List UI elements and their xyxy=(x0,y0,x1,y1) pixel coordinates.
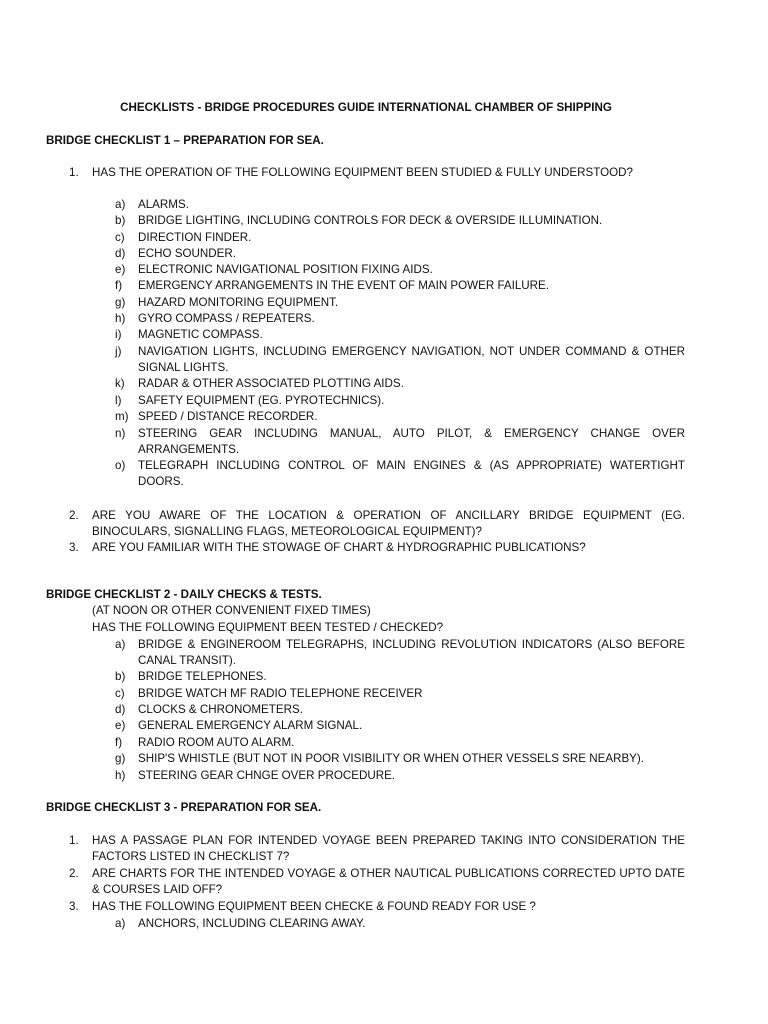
item-label: i) xyxy=(115,328,122,341)
item-text: ELECTRONIC NAVIGATIONAL POSITION FIXING AIDS. xyxy=(138,263,433,276)
item-text: HAZARD MONITORING EQUIPMENT. xyxy=(138,296,339,309)
item-label: d) xyxy=(115,247,126,260)
question-text: HAS THE FOLLOWING EQUIPMENT BEEN CHECKE & FOUND READY FOR USE ? xyxy=(92,900,536,913)
checklist-2-question: HAS THE FOLLOWING EQUIPMENT BEEN TESTED / CHECKED? xyxy=(92,621,444,634)
question-text: HAS THE OPERATION OF THE FOLLOWING EQUIPMENT BEEN STUDIED & FULLY UNDERSTOOD? xyxy=(92,166,633,179)
item-label: f) xyxy=(115,736,123,749)
item-text: RADIO ROOM AUTO ALARM. xyxy=(138,736,295,749)
checklist-1-question-2 xyxy=(69,508,685,540)
question-number: 1. xyxy=(69,166,79,179)
list-item xyxy=(115,393,685,409)
item-text: BRIDGE TELEPHONES. xyxy=(138,670,267,683)
list-item xyxy=(115,458,685,490)
question-number: 3. xyxy=(69,541,79,554)
list-item xyxy=(115,278,685,294)
item-text: MAGNETIC COMPASS. xyxy=(138,328,263,341)
list-item xyxy=(115,262,685,278)
list-item xyxy=(115,197,685,213)
item-label: e) xyxy=(115,719,126,732)
checklist-2-note: (AT NOON OR OTHER CONVENIENT FIXED TIMES) xyxy=(92,604,371,617)
item-label: b) xyxy=(115,670,126,683)
item-text: RADAR & OTHER ASSOCIATED PLOTTING AIDS. xyxy=(138,377,404,390)
checklist-1-question-1 xyxy=(69,165,685,181)
item-text: CLOCKS & CHRONOMETERS. xyxy=(138,703,303,716)
item-label: m) xyxy=(115,410,129,423)
item-label: n) xyxy=(115,427,126,440)
item-label: o) xyxy=(115,459,126,472)
list-item xyxy=(115,686,685,702)
list-item xyxy=(115,702,685,718)
item-text: DIRECTION FINDER. xyxy=(138,231,252,244)
item-text: EMERGENCY ARRANGEMENTS IN THE EVENT OF MAIN POWER FAILURE. xyxy=(138,279,549,292)
item-label: d) xyxy=(115,703,126,716)
list-item xyxy=(115,718,685,734)
item-label: g) xyxy=(115,296,126,309)
checklist-1-heading: BRIDGE CHECKLIST 1 – PREPARATION FOR SEA. xyxy=(46,134,324,147)
item-label: c) xyxy=(115,231,125,244)
item-text: ALARMS. xyxy=(138,198,189,211)
checklist-3-question-3 xyxy=(69,899,685,915)
list-item xyxy=(115,768,685,784)
list-item xyxy=(115,426,685,458)
item-text: GENERAL EMERGENCY ALARM SIGNAL. xyxy=(138,719,363,732)
item-label: k) xyxy=(115,377,125,390)
item-label: a) xyxy=(115,638,126,651)
item-label: g) xyxy=(115,752,126,765)
list-item xyxy=(115,637,685,669)
item-text: SHIP'S WHISTLE (BUT NOT IN POOR VISIBILITY OR WHEN OTHER VESSELS SRE NEARBY). xyxy=(138,752,644,765)
item-text: BRIDGE LIGHTING, INCLUDING CONTROLS FOR DECK & OVERSIDE ILLUMINATION. xyxy=(138,214,603,227)
list-item xyxy=(115,311,685,327)
item-text: TELEGRAPH INCLUDING CONTROL OF MAIN ENGINES & (AS APPROPRIATE) WATERTIGHT DOORS. xyxy=(138,459,685,489)
item-text: STEERING GEAR INCLUDING MANUAL, AUTO PILOT, & EMERGENCY CHANGE OVER ARRANGEMENTS. xyxy=(138,427,685,457)
checklist-3-question-2 xyxy=(69,866,685,898)
item-text: STEERING GEAR CHNGE OVER PROCEDURE. xyxy=(138,769,396,782)
question-text: ARE YOU FAMILIAR WITH THE STOWAGE OF CHART & HYDROGRAPHIC PUBLICATIONS? xyxy=(92,541,586,554)
question-number: 1. xyxy=(69,834,79,847)
item-label: h) xyxy=(115,312,126,325)
item-text: NAVIGATION LIGHTS, INCLUDING EMERGENCY NAVIGATION, NOT UNDER COMMAND & OTHER SIGNAL LIGHTS. xyxy=(138,345,685,375)
item-text: BRIDGE WATCH MF RADIO TELEPHONE RECEIVER xyxy=(138,687,423,700)
question-text: ARE YOU AWARE OF THE LOCATION & OPERATION OF ANCILLARY BRIDGE EQUIPMENT (EG. BINOCULARS, SIGNALLING FLAGS, METEOROLOGICAL EQUIPMENT)? xyxy=(92,509,685,539)
item-text: SPEED / DISTANCE RECORDER. xyxy=(138,410,318,423)
question-number: 2. xyxy=(69,509,79,522)
list-item xyxy=(115,246,685,262)
checklist-1-question-3 xyxy=(69,540,685,556)
item-text: BRIDGE & ENGINEROOM TELEGRAPHS, INCLUDING REVOLUTION INDICATORS (ALSO BEFORE CANAL TRANSIT). xyxy=(138,638,685,668)
checklist-3-heading: BRIDGE CHECKLIST 3 - PREPARATION FOR SEA. xyxy=(46,801,322,814)
item-text: ANCHORS, INCLUDING CLEARING AWAY. xyxy=(138,917,366,930)
list-item xyxy=(115,751,685,767)
list-item xyxy=(115,735,685,751)
list-item xyxy=(115,213,685,229)
list-item xyxy=(115,376,685,392)
question-number: 2. xyxy=(69,867,79,880)
item-label: b) xyxy=(115,214,126,227)
checklist-3-question-1 xyxy=(69,833,685,865)
item-label: f) xyxy=(115,279,123,292)
item-text: ECHO SOUNDER. xyxy=(138,247,236,260)
question-number: 3. xyxy=(69,900,79,913)
list-item xyxy=(115,669,685,685)
item-text: GYRO COMPASS / REPEATERS. xyxy=(138,312,315,325)
question-text: HAS A PASSAGE PLAN FOR INTENDED VOYAGE BEEN PREPARED TAKING INTO CONSIDERATION THE FACTORS LISTED IN CHECKLIST 7? xyxy=(92,834,685,864)
item-label: l) xyxy=(115,394,122,407)
list-item xyxy=(115,409,685,425)
checklist-2-heading: BRIDGE CHECKLIST 2 - DAILY CHECKS & TESTS. xyxy=(46,588,322,601)
list-item xyxy=(115,916,685,932)
item-label: a) xyxy=(115,198,126,211)
list-item xyxy=(115,344,685,376)
page-title: CHECKLISTS - BRIDGE PROCEDURES GUIDE INTERNATIONAL CHAMBER OF SHIPPING xyxy=(120,101,612,114)
item-label: j) xyxy=(115,345,122,358)
list-item xyxy=(115,327,685,343)
question-text: ARE CHARTS FOR THE INTENDED VOYAGE & OTHER NAUTICAL PUBLICATIONS CORRECTED UPTO DATE & COURSES LAID OFF? xyxy=(92,867,685,897)
item-label: e) xyxy=(115,263,126,276)
item-label: a) xyxy=(115,917,126,930)
list-item xyxy=(115,295,685,311)
list-item xyxy=(115,230,685,246)
item-label: h) xyxy=(115,769,126,782)
item-text: SAFETY EQUIPMENT (EG. PYROTECHNICS). xyxy=(138,394,385,407)
item-label: c) xyxy=(115,687,125,700)
